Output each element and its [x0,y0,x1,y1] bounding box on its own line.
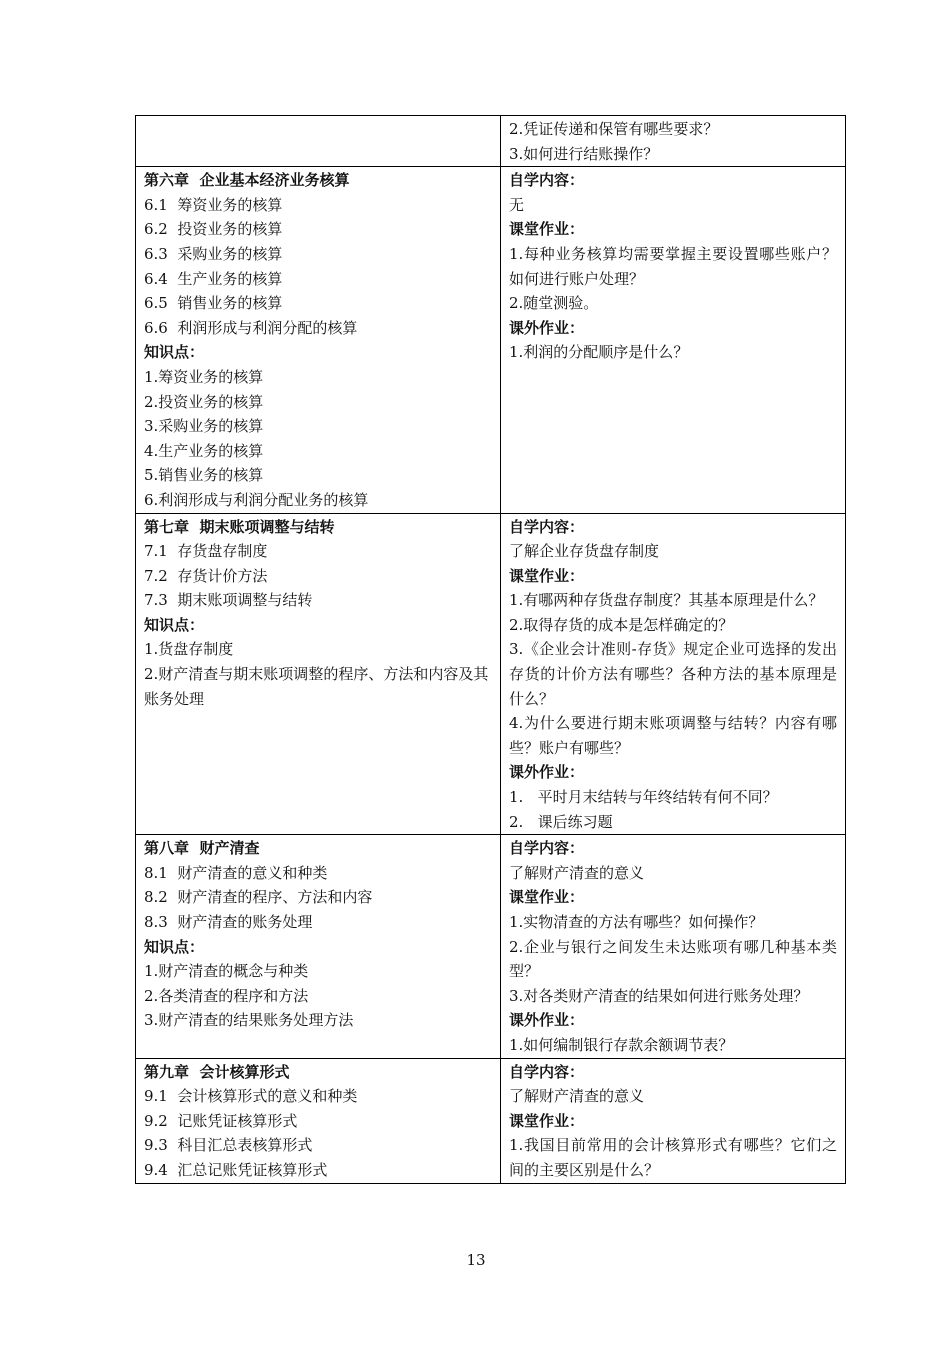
text-line: 1.有哪两种存货盘存制度？其基本原理是什么？ [509,591,824,610]
syllabus-table-body [136,116,846,1184]
section-heading: 课堂作业： [509,220,585,239]
text-line: 6.5 销售业务的核算 [144,294,283,313]
section-heading: 自学内容： [509,839,585,858]
text-line: 1. 平时月末结转与年终结转有何不同？ [509,788,778,807]
section-heading: 课外作业： [509,1011,585,1030]
text-line: 6.3 采购业务的核算 [144,244,283,263]
section-heading: 知识点： [144,937,205,956]
section-heading: 课外作业： [509,318,585,337]
section-heading: 课堂作业： [509,1111,585,1130]
table-row [136,1058,846,1183]
section-heading: 第八章 财产清查 [144,839,260,858]
text-line: 了解企业存货盘存制度 [509,542,660,561]
chapter-outline-cell [136,167,501,513]
assignment-cell [501,116,846,167]
text-line: 3.对各类财产清查的结果如何进行账务处理？ [509,986,809,1005]
text-line: 7.3 期末账项调整与结转 [144,591,313,610]
text-line: 3.如何进行结账操作？ [509,144,659,163]
text-line: 1.实物清查的方法有哪些？如何操作？ [509,913,764,931]
section-heading: 知识点： [144,343,205,362]
syllabus-table [135,115,846,1184]
text-line: 8.3 财产清查的账务处理 [144,913,313,931]
text-line: 2.财产清查与期末账项调整的程序、方法和内容及其账务处理 [144,665,489,708]
text-line: 9.1 会计核算形式的意义和种类 [144,1087,358,1106]
assignment-cell [501,1058,846,1183]
chapter-outline-cell [136,1058,501,1183]
text-line: 2.投资业务的核算 [144,392,264,411]
section-heading: 第九章 会计核算形式 [144,1062,290,1081]
text-line: 9.3 科目汇总表核算形式 [144,1136,313,1155]
text-line: 6.2 投资业务的核算 [144,220,283,239]
text-line: 3.《企业会计准则-存货》规定企业可选择的发出存货的计价方法有哪些？各种方法的基本原理是什么？ [509,640,837,708]
assignment-cell [501,513,846,835]
text-line: 9.2 记账凭证核算形式 [144,1111,298,1130]
text-line: 1.每种业务核算均需要掌握主要设置哪些账户？如何进行账户处理？ [509,244,837,288]
text-line: 6.利润形成与利润分配业务的核算 [144,490,369,509]
text-line: 1.如何编制银行存款余额调节表？ [509,1035,734,1054]
section-heading: 第七章 期末账项调整与结转 [144,517,335,536]
section-heading: 课堂作业： [509,566,585,585]
text-line: 1.利润的分配顺序是什么？ [509,343,689,362]
text-line: 1.我国目前常用的会计核算形式有哪些？它们之间的主要区别是什么？ [509,1136,837,1179]
text-line: 6.6 利润形成与利润分配的核算 [144,318,358,337]
text-line: 7.1 存货盘存制度 [144,542,268,561]
section-heading: 自学内容： [509,171,585,190]
text-line: 6.4 生产业务的核算 [144,269,283,288]
text-line: 3.采购业务的核算 [144,417,264,436]
assignment-cell [501,835,846,1058]
table-row [136,513,846,835]
section-heading: 自学内容： [509,517,585,536]
table-row [136,116,846,167]
chapter-outline-cell [136,116,501,167]
section-heading: 第六章 企业基本经济业务核算 [144,171,350,190]
text-line: 7.2 存货计价方法 [144,566,268,585]
text-line: 1.货盘存制度 [144,640,234,659]
table-row [136,835,846,1058]
chapter-outline-cell [136,513,501,835]
chapter-outline-cell [136,835,501,1058]
text-line: 2.企业与银行之间发生未达账项有哪几种基本类型？ [509,937,837,981]
section-heading: 课外作业： [509,763,585,782]
assignment-cell [501,167,846,513]
text-line: 1.筹资业务的核算 [144,367,264,386]
text-line: 6.1 筹资业务的核算 [144,195,283,214]
text-line: 8.2 财产清查的程序、方法和内容 [144,888,373,907]
text-line: 9.4 汇总记账凭证核算形式 [144,1160,328,1179]
text-line: 2.取得存货的成本是怎样确定的？ [509,615,734,634]
text-line: 3.财产清查的结果账务处理方法 [144,1011,354,1030]
text-line: 8.1 财产清查的意义和种类 [144,863,328,882]
table-row [136,167,846,513]
text-line: 2.凭证传递和保管有哪些要求？ [509,120,719,138]
page-number: 13 [466,1251,486,1269]
text-line: 4.为什么要进行期末账项调整与结转？内容有哪些？账户有哪些？ [509,714,837,757]
text-line: 了解财产清查的意义 [509,1087,645,1106]
text-line: 2.随堂测验。 [509,294,599,313]
text-line: 1.财产清查的概念与种类 [144,962,309,981]
text-line: 2. 课后练习题 [509,812,613,831]
text-line: 了解财产清查的意义 [509,863,645,882]
section-heading: 知识点： [144,615,205,634]
text-line: 4.生产业务的核算 [144,441,264,460]
section-heading: 自学内容： [509,1062,585,1081]
section-heading: 课堂作业： [509,888,585,907]
text-line: 无 [509,195,525,214]
text-line: 2.各类清查的程序和方法 [144,986,309,1005]
text-line: 5.销售业务的核算 [144,466,264,485]
